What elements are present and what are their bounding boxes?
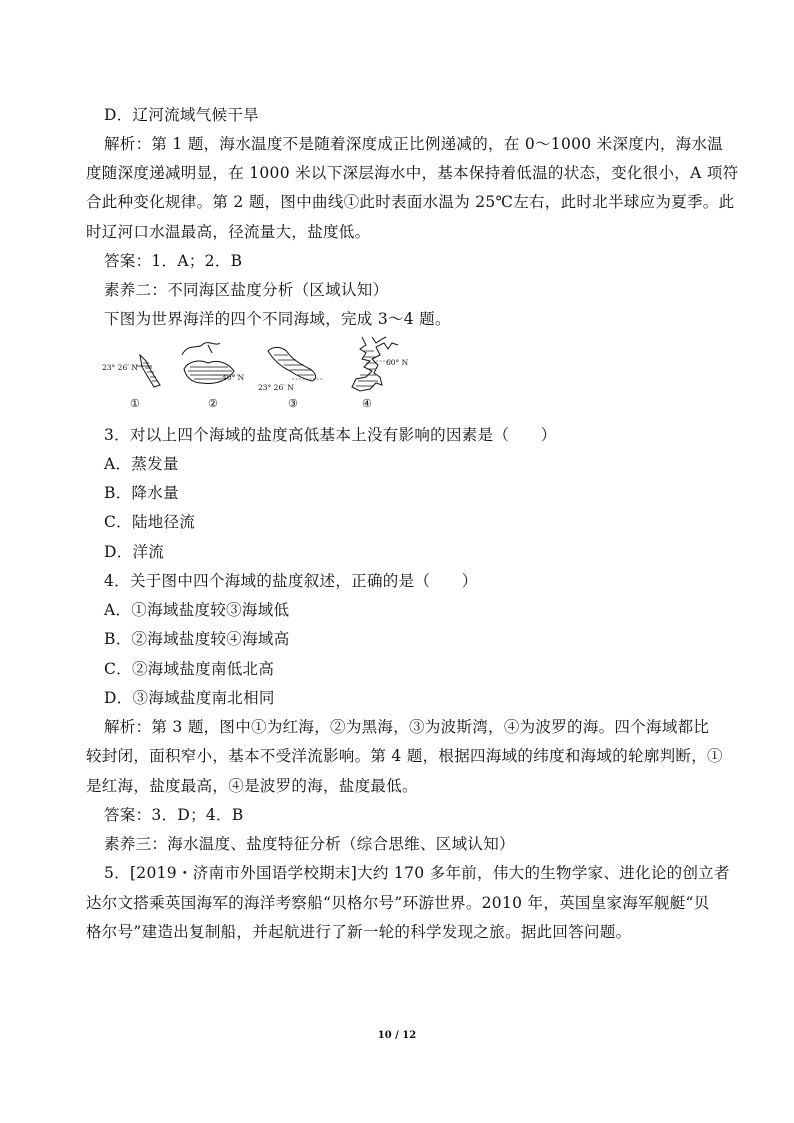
analysis-q1-2-line4: 时辽河口水温最高，径流量大，盐度低。 bbox=[86, 223, 371, 241]
question-5-line1: 5．[2019・济南市外国语学校期末]大约 170 多年前，伟大的生物学家、进化论的创立者 bbox=[104, 864, 730, 882]
map3-latitude-label: 23° 26′ N bbox=[258, 383, 294, 392]
map2-latitude-label: 40° N bbox=[222, 373, 245, 382]
question-5-line3: 格尔号”建造出复制船，并起航进行了新一轮的科学发现之旅。据此回答问题。 bbox=[86, 923, 632, 941]
analysis-q3-4-line2: 较封闭，面积窄小，基本不受洋流影响。第 4 题，根据四海域的纬度和海域的轮廓判断，① bbox=[86, 747, 723, 765]
q3-option-d: D．洋流 bbox=[104, 543, 165, 561]
map-baltic-sea bbox=[336, 335, 430, 415]
option-d-q2: D．辽河流域气候干旱 bbox=[104, 106, 259, 124]
analysis-q3-4-line1: 解析：第 3 题，图中①为红海，②为黑海，③为波斯湾，④为波罗的海。四个海域都比 bbox=[104, 718, 710, 736]
question-4: 4．关于图中四个海域的盐度叙述，正确的是（ ） bbox=[104, 572, 478, 590]
four-seas-figure bbox=[100, 335, 430, 415]
page-number: 10 / 12 bbox=[377, 1030, 417, 1041]
analysis-q1-2-line2: 度随深度递减明显，在 1000 米以下深层海水中，基本保持着低温的状态，变化很小，A 项符 bbox=[86, 164, 739, 182]
question-3: 3．对以上四个海域的盐度高低基本上没有影响的因素是（ ） bbox=[104, 426, 557, 444]
q4-option-c: C．②海域盐度南低北高 bbox=[104, 660, 275, 678]
map3-number: ③ bbox=[288, 397, 298, 410]
answer-q1-2: 答案：1．A；2．B bbox=[104, 252, 243, 270]
map-black-sea bbox=[178, 335, 258, 415]
answer-q3-4: 答案：3．D；4．B bbox=[104, 806, 244, 824]
q3-option-c: C．陆地径流 bbox=[104, 513, 196, 531]
q3-option-b: B．降水量 bbox=[104, 484, 179, 502]
question-5-line2: 达尔文搭乘英国海军的海洋考察船“贝格尔号”环游世界。2010 年，英国皇家海军舰艇“贝 bbox=[86, 894, 710, 912]
map4-number: ④ bbox=[362, 397, 372, 410]
map-red-sea bbox=[100, 335, 170, 415]
analysis-q3-4-line3: 是红海，盐度最高，④是波罗的海，盐度最低。 bbox=[86, 777, 418, 795]
map4-latitude-label: 60° N bbox=[386, 358, 409, 367]
figure-intro: 下图为世界海洋的四个不同海域，完成 3～4 题。 bbox=[104, 310, 451, 328]
map1-latitude-label: 23° 26′ N bbox=[102, 363, 138, 372]
analysis-q1-2-line1: 解析：第 1 题，海水温度不是随着深度成正比例递减的，在 0～1000 米深度内，海水温 bbox=[104, 135, 724, 153]
q4-option-d: D．③海域盐度南北相同 bbox=[104, 689, 275, 707]
map2-number: ② bbox=[208, 397, 218, 410]
map1-number: ① bbox=[130, 397, 140, 410]
q4-option-b: B．②海域盐度较④海域高 bbox=[104, 630, 290, 648]
q3-option-a: A．蒸发量 bbox=[104, 455, 179, 473]
analysis-q1-2-line3: 合此种变化规律。第 2 题，图中曲线①此时表面水温为 25℃左右，此时北半球应为夏季。此 bbox=[86, 193, 735, 211]
q4-option-a: A．①海域盐度较③海域低 bbox=[104, 601, 290, 619]
section-heading-2: 素养二：不同海区盐度分析（区域认知） bbox=[104, 281, 389, 299]
map-persian-gulf bbox=[258, 335, 338, 415]
section-heading-3: 素养三：海水温度、盐度特征分析（综合思维、区域认知） bbox=[104, 835, 515, 853]
